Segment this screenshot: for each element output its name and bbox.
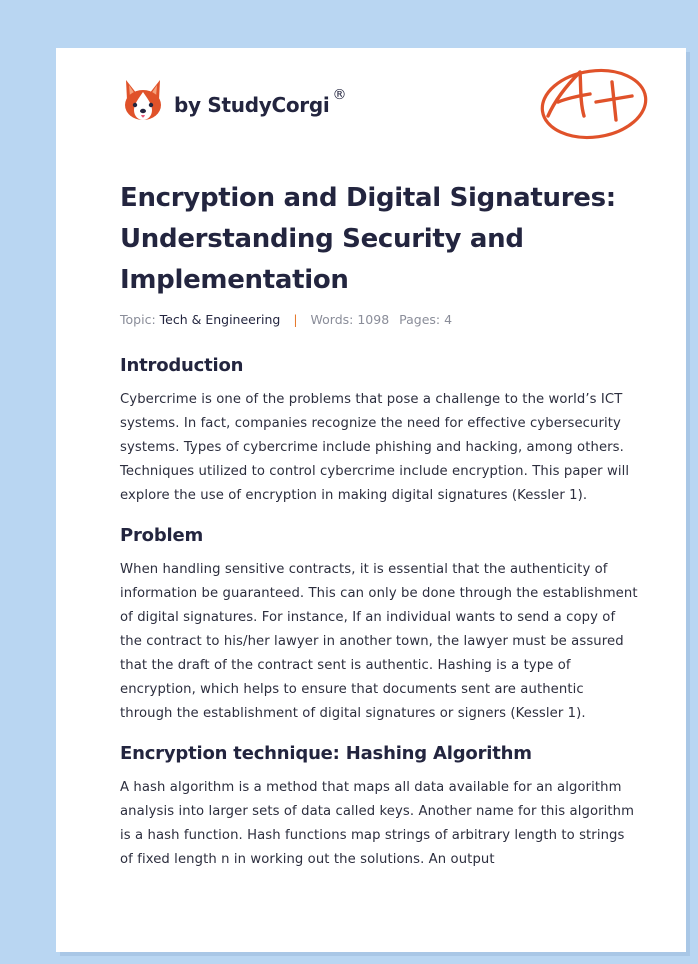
grade-badge xyxy=(536,58,656,148)
topic-value[interactable]: Tech & Engineering xyxy=(159,312,281,327)
section-heading-introduction: Introduction xyxy=(120,355,244,376)
studycorgi-logo[interactable] xyxy=(122,76,346,126)
word-count: Words: 1098 xyxy=(310,312,390,327)
section-text-problem: When handling sensitive contracts, it is essential that the authenticity of information be guaranteed. This can only be done through the establishment of digital signatures. For instance, If an individual wants to send a copy of the contract to his/her lawyer in another town, the lawyer must be assured that the draft of the contract sent is authentic. Hashing is a type of encryption, which helps to ensure that documents sent are authentic through the establishment of digital signatures or signers (Kessler 1). xyxy=(120,562,638,721)
section-heading-hashing: Encryption technique: Hashing Algorithm xyxy=(120,743,532,764)
document-page xyxy=(56,48,686,952)
section-heading-problem: Problem xyxy=(120,525,204,546)
page-count: Pages: 4 xyxy=(399,312,453,327)
brand-name-text: by StudyCorgi xyxy=(174,93,330,117)
document-meta xyxy=(120,312,452,327)
document-title: Encryption and Digital Signatures: Understanding Security and Implementation xyxy=(120,183,616,295)
topic-label: Topic: xyxy=(120,312,156,327)
a-plus-icon xyxy=(536,58,656,144)
document-body xyxy=(120,348,640,882)
section-text-hashing: A hash algorithm is a method that maps all data available for an algorithm analysis into larger sets of data called keys. Another name for this algorithm is a hash function. Hash functions map strings of arbitrary length to strings of fixed length n in working out the solutions. An output xyxy=(120,780,635,867)
registered-mark: ® xyxy=(332,87,347,103)
corgi-icon xyxy=(122,78,164,124)
section-text-introduction: Cybercrime is one of the problems that pose a challenge to the world’s ICT systems. In fact, companies recognize the need for effective cybersecurity systems. Types of cybercrime include phishing and hacking, among others. Techniques utilized to control cybercrime include encryption. This paper will explore the use of encryption in making digital signatures (Kessler 1). xyxy=(120,392,630,503)
brand-name xyxy=(174,87,347,117)
meta-separator: | xyxy=(293,312,298,327)
